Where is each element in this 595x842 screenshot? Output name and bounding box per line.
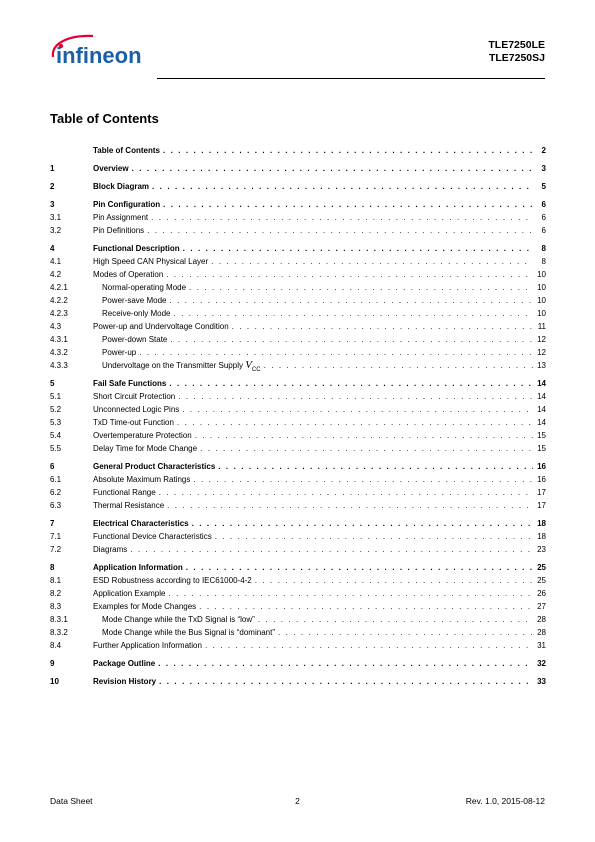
- toc-entry-text: Application Information: [93, 563, 183, 572]
- toc-entry-title[interactable]: [93, 486, 156, 499]
- toc-entry-text: Absolute Maximum Ratings: [93, 475, 191, 484]
- toc-row[interactable]: [50, 224, 546, 237]
- toc-entry-text: Unconnected Logic Pins: [93, 405, 180, 414]
- toc-entry-text: Receive-only Mode: [102, 309, 171, 318]
- toc-page-number[interactable]: 26: [537, 589, 546, 598]
- toc-entry-text: Diagrams: [93, 545, 128, 554]
- toc-page-number[interactable]: 6: [541, 213, 546, 222]
- toc-section-number: 8.2: [50, 589, 62, 598]
- toc-row[interactable]: [50, 307, 546, 320]
- toc-section-number: 7.2: [50, 545, 62, 554]
- dot-leader: [183, 242, 533, 255]
- toc-entry-title[interactable]: [93, 442, 197, 455]
- toc-row[interactable]: [50, 242, 546, 255]
- dot-leader: [139, 346, 533, 359]
- dot-leader: [151, 211, 533, 224]
- toc-page-number[interactable]: 16: [537, 462, 546, 471]
- dot-leader: [169, 294, 533, 307]
- toc-entry-text: Power-save Mode: [102, 296, 167, 305]
- toc-row[interactable]: [50, 346, 546, 359]
- toc-entry-text: General Product Characteristics: [93, 462, 216, 471]
- toc-page-number[interactable]: 3: [541, 164, 546, 173]
- toc-section-number: 4.2: [50, 270, 62, 279]
- toc-entry-text: Further Application Information: [93, 641, 202, 650]
- toc-page-number[interactable]: 10: [537, 283, 546, 292]
- toc-section-number: 4.3: [50, 322, 62, 331]
- toc-row[interactable]: [50, 600, 546, 613]
- toc-row[interactable]: [50, 639, 546, 652]
- toc-entry-text: Normal-operating Mode: [102, 283, 187, 292]
- dot-leader: [232, 320, 533, 333]
- dot-leader: [158, 657, 533, 670]
- toc-entry-text: Mode Change while the TxD Signal is “low”: [102, 615, 255, 624]
- toc-row[interactable]: [50, 486, 546, 499]
- toc-page-number[interactable]: 31: [537, 641, 546, 650]
- toc-row[interactable]: [50, 530, 546, 543]
- toc-section-number: 3.2: [50, 226, 62, 235]
- dot-leader: [189, 281, 533, 294]
- toc-section-number: 4.1: [50, 257, 62, 266]
- toc-row[interactable]: [50, 180, 546, 193]
- toc-section-number: 8: [50, 563, 55, 572]
- dot-leader: [163, 198, 533, 211]
- toc-entry-title[interactable]: [93, 600, 196, 613]
- toc-section-number: 6.1: [50, 475, 62, 484]
- toc-section-number: 7.1: [50, 532, 62, 541]
- toc-entry-text: Undervoltage on the Transmitter Supply: [102, 361, 246, 370]
- toc-page-number[interactable]: 12: [537, 348, 546, 357]
- toc-entry-title[interactable]: [93, 198, 160, 211]
- toc-row[interactable]: [50, 626, 546, 639]
- toc-entry-text: Application Example: [93, 589, 166, 598]
- toc-row[interactable]: [50, 377, 546, 390]
- toc-entry-title[interactable]: [102, 359, 261, 377]
- toc-entry-text: Electrical Characteristics: [93, 519, 189, 528]
- toc-section-number: 6.3: [50, 501, 62, 510]
- dot-leader: [147, 224, 533, 237]
- toc-entry-text: Power-down State: [102, 335, 168, 344]
- toc-entry-title[interactable]: [93, 429, 192, 442]
- dot-leader: [177, 416, 533, 429]
- toc-entry-title[interactable]: [93, 403, 179, 416]
- vcc-symbol: $V_{CC}$: [245, 359, 261, 374]
- toc-entry-title[interactable]: [93, 543, 127, 556]
- infineon-logo: [47, 33, 157, 75]
- dot-leader: [166, 268, 533, 281]
- toc-entry-title[interactable]: [93, 530, 212, 543]
- dot-leader: [255, 574, 533, 587]
- toc-entry-title[interactable]: [93, 144, 160, 157]
- toc-page-number[interactable]: 14: [537, 405, 546, 414]
- toc-section-number: 9: [50, 659, 55, 668]
- toc-row[interactable]: [50, 657, 546, 670]
- toc-entry-title[interactable]: [102, 626, 275, 639]
- toc-page-number[interactable]: 32: [537, 659, 546, 668]
- toc-page-number[interactable]: 28: [537, 628, 546, 637]
- dot-leader: [178, 390, 533, 403]
- toc-row[interactable]: [50, 675, 546, 688]
- toc-page-number[interactable]: 18: [537, 519, 546, 528]
- dot-leader: [215, 530, 533, 543]
- toc-entry-text: Pin Definitions: [93, 226, 145, 235]
- toc-entry-title[interactable]: [93, 460, 215, 473]
- toc-page-number[interactable]: 25: [537, 576, 546, 585]
- toc-entry-text: Package Outline: [93, 659, 156, 668]
- toc-row[interactable]: [50, 403, 546, 416]
- toc-entry-text: ESD Robustness according to IEC61000-4-2: [93, 576, 252, 585]
- toc-entry-title[interactable]: [93, 587, 165, 600]
- part-number-2: TLE7250SJ: [488, 52, 545, 64]
- toc-section-number: 5.1: [50, 392, 62, 401]
- toc-entry-text: Fail Safe Functions: [93, 379, 167, 388]
- toc-row[interactable]: [50, 460, 546, 473]
- dot-leader: [132, 162, 533, 175]
- toc-entry-title[interactable]: [93, 574, 252, 587]
- toc-section-number: 3: [50, 200, 55, 209]
- toc-section-number: 8.3: [50, 602, 62, 611]
- toc-page-number[interactable]: 17: [537, 488, 546, 497]
- toc-section-number: 5.5: [50, 444, 62, 453]
- toc-page-number[interactable]: 10: [537, 270, 546, 279]
- header-rule: [157, 78, 545, 79]
- toc-section-number: 7: [50, 519, 55, 528]
- toc-page-number[interactable]: 2: [541, 146, 546, 155]
- toc-entry-text: Examples for Mode Changes: [93, 602, 197, 611]
- dot-leader: [182, 403, 533, 416]
- toc-row[interactable]: [50, 429, 546, 442]
- toc-entry-text: Mode Change while the Bus Signal is “dominant”: [102, 628, 275, 637]
- toc-section-number: 5: [50, 379, 55, 388]
- toc-row[interactable]: [50, 144, 546, 157]
- toc-entry-title[interactable]: [93, 561, 183, 574]
- toc-section-number: 2: [50, 182, 55, 191]
- dot-leader: [163, 144, 533, 157]
- toc-entry-title[interactable]: [102, 294, 166, 307]
- dot-leader: [169, 377, 533, 390]
- toc-section-number: 4.2.2: [50, 296, 68, 305]
- toc-entry-title[interactable]: [93, 416, 174, 429]
- footer-page-number: 2: [295, 796, 300, 806]
- toc-row[interactable]: [50, 561, 546, 574]
- dot-leader: [159, 486, 533, 499]
- toc-entry-text: Delay Time for Mode Change: [93, 444, 198, 453]
- table-of-contents: [50, 144, 546, 688]
- toc-page-number[interactable]: 6: [541, 226, 546, 235]
- toc-section-number: 4: [50, 244, 55, 253]
- toc-entry-title[interactable]: [93, 242, 180, 255]
- toc-section-number: 4.2.1: [50, 283, 68, 292]
- toc-entry-title[interactable]: [102, 333, 167, 346]
- toc-entry-text: Block Diagram: [93, 182, 150, 191]
- toc-row[interactable]: [50, 198, 546, 211]
- toc-entry-text: Functional Device Characteristics: [93, 532, 212, 541]
- toc-page-number[interactable]: 17: [537, 501, 546, 510]
- dot-leader: [192, 517, 533, 530]
- toc-row[interactable]: [50, 587, 546, 600]
- dot-leader: [130, 543, 533, 556]
- toc-section-number: 4.3.2: [50, 348, 68, 357]
- toc-entry-title[interactable]: [93, 255, 208, 268]
- toc-page-number[interactable]: 5: [541, 182, 546, 191]
- toc-section-number: 3.1: [50, 213, 62, 222]
- toc-page-number[interactable]: 13: [537, 361, 546, 370]
- footer-revision: Rev. 1.0, 2015-08-12: [465, 796, 545, 806]
- toc-entry-title[interactable]: [93, 517, 189, 530]
- toc-entry-title[interactable]: [102, 346, 136, 359]
- toc-entry-title[interactable]: [93, 224, 144, 237]
- toc-section-number: 10: [50, 677, 59, 686]
- toc-row[interactable]: [50, 333, 546, 346]
- toc-page-number[interactable]: 33: [537, 677, 546, 686]
- toc-row[interactable]: [50, 613, 546, 626]
- toc-entry-title[interactable]: [93, 162, 129, 175]
- toc-entry-text: Short Circuit Protection: [93, 392, 176, 401]
- toc-section-number: 1: [50, 164, 55, 173]
- dot-leader: [186, 561, 533, 574]
- toc-entry-title[interactable]: [102, 307, 170, 320]
- toc-entry-title[interactable]: [93, 473, 190, 486]
- toc-page-number[interactable]: 28: [537, 615, 546, 624]
- toc-section-number: 6.2: [50, 488, 62, 497]
- toc-page-number[interactable]: 8: [541, 257, 546, 266]
- toc-page-number[interactable]: 14: [537, 379, 546, 388]
- toc-section-number: 8.4: [50, 641, 62, 650]
- toc-row[interactable]: [50, 268, 546, 281]
- toc-row[interactable]: [50, 281, 546, 294]
- toc-page-number[interactable]: 10: [537, 296, 546, 305]
- dot-leader: [205, 639, 533, 652]
- toc-entry-title[interactable]: [93, 499, 164, 512]
- toc-entry-text: Pin Assignment: [93, 213, 149, 222]
- toc-entry-text: Functional Range: [93, 488, 156, 497]
- toc-section-number: 5.2: [50, 405, 62, 414]
- toc-section-number: 4.3.1: [50, 335, 68, 344]
- footer-doc-type: Data Sheet: [50, 796, 93, 806]
- toc-row[interactable]: [50, 416, 546, 429]
- toc-entry-title[interactable]: [93, 639, 202, 652]
- toc-entry-title[interactable]: [93, 180, 149, 193]
- toc-page-number[interactable]: 15: [537, 444, 546, 453]
- toc-entry-text: Pin Configuration: [93, 200, 161, 209]
- toc-title: Table of Contents: [50, 111, 159, 126]
- toc-row[interactable]: [50, 543, 546, 556]
- toc-section-number: 8.1: [50, 576, 62, 585]
- toc-section-number: 8.3.1: [50, 615, 68, 624]
- toc-entry-text: Power-up: [102, 348, 137, 357]
- toc-entry-text: TxD Time-out Function: [93, 418, 174, 427]
- toc-entry-text: Overview: [93, 164, 129, 173]
- toc-section-number: 4.3.3: [50, 361, 68, 370]
- toc-page-number[interactable]: 6: [541, 200, 546, 209]
- toc-entry-title[interactable]: [93, 675, 156, 688]
- toc-section-number: 5.4: [50, 431, 62, 440]
- toc-entry-text: Table of Contents: [93, 146, 160, 155]
- toc-section-number: 4.2.3: [50, 309, 68, 318]
- toc-entry-title[interactable]: [93, 320, 229, 333]
- toc-row[interactable]: [50, 499, 546, 512]
- toc-entry-text: Revision History: [93, 677, 157, 686]
- dot-leader: [218, 460, 533, 473]
- dot-leader: [278, 626, 533, 639]
- dot-leader: [195, 429, 533, 442]
- dot-leader: [258, 613, 533, 626]
- toc-row[interactable]: [50, 517, 546, 530]
- toc-page-number[interactable]: 14: [537, 418, 546, 427]
- part-number-block: [488, 39, 545, 65]
- dot-leader: [170, 333, 533, 346]
- dot-leader: [264, 359, 533, 372]
- toc-row[interactable]: [50, 320, 546, 333]
- toc-page-number[interactable]: 23: [537, 545, 546, 554]
- dot-leader: [152, 180, 533, 193]
- toc-page-number[interactable]: 14: [537, 392, 546, 401]
- toc-page-number[interactable]: 11: [537, 322, 546, 331]
- dot-leader: [167, 499, 533, 512]
- dot-leader: [173, 307, 533, 320]
- toc-entry-text: High Speed CAN Physical Layer: [93, 257, 209, 266]
- toc-entry-title[interactable]: [102, 613, 255, 626]
- dot-leader: [200, 442, 533, 455]
- dot-leader: [211, 255, 533, 268]
- toc-page-number[interactable]: 18: [537, 532, 546, 541]
- toc-entry-text: Overtemperature Protection: [93, 431, 192, 440]
- toc-row[interactable]: [50, 390, 546, 403]
- toc-entry-text: Thermal Resistance: [93, 501, 165, 510]
- toc-entry-title[interactable]: [93, 211, 148, 224]
- toc-entry-title[interactable]: [93, 390, 175, 403]
- toc-entry-title[interactable]: [93, 268, 163, 281]
- toc-row[interactable]: [50, 255, 546, 268]
- toc-row[interactable]: [50, 574, 546, 587]
- toc-entry-text: Modes of Operation: [93, 270, 164, 279]
- toc-page-number[interactable]: 10: [537, 309, 546, 318]
- dot-leader: [159, 675, 533, 688]
- toc-page-number[interactable]: 16: [537, 475, 546, 484]
- toc-page-number[interactable]: 15: [537, 431, 546, 440]
- logo-text: infineon: [56, 43, 142, 68]
- part-number-1: TLE7250LE: [488, 39, 545, 51]
- toc-row[interactable]: [50, 359, 546, 372]
- toc-row[interactable]: [50, 211, 546, 224]
- toc-page-number[interactable]: 27: [537, 602, 546, 611]
- toc-page-number[interactable]: 12: [537, 335, 546, 344]
- toc-section-number: 6: [50, 462, 55, 471]
- toc-entry-title[interactable]: [93, 377, 166, 390]
- toc-entry-title[interactable]: [93, 657, 155, 670]
- toc-row[interactable]: [50, 294, 546, 307]
- toc-page-number[interactable]: 25: [537, 563, 546, 572]
- toc-entry-text: Power-up and Undervoltage Condition: [93, 322, 229, 331]
- toc-row[interactable]: [50, 442, 546, 455]
- toc-entry-title[interactable]: [102, 281, 186, 294]
- toc-section-number: 5.3: [50, 418, 62, 427]
- dot-leader: [199, 600, 533, 613]
- toc-page-number[interactable]: 8: [541, 244, 546, 253]
- dot-leader: [193, 473, 533, 486]
- toc-entry-text: Functional Description: [93, 244, 180, 253]
- dot-leader: [168, 587, 533, 600]
- toc-section-number: 8.3.2: [50, 628, 68, 637]
- toc-row[interactable]: [50, 473, 546, 486]
- toc-row[interactable]: [50, 162, 546, 175]
